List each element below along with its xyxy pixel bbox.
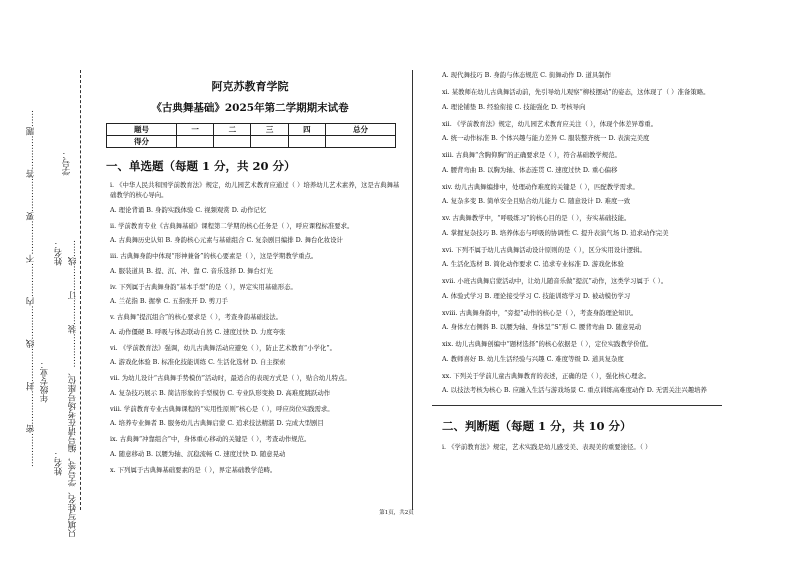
question-item: ix. 古典舞“冲靠组合”中，身体重心移动的关键是（ ），考查动作规范。 A. 随意移动 B. 以腰为轴、沉稳流畅 C. 速度过快 D. 随意晃动 [110, 435, 311, 458]
question-item: A. 现代舞技巧 B. 身韵与体态规范 C. 街舞动作 D. 道具制作 [442, 71, 612, 79]
score-table-header-row [107, 124, 396, 136]
section-separator [432, 405, 722, 406]
question-item: i. 《中华人民共和国学前教育法》规定，幼儿园艺术教育应通过（ ）培养幼儿艺术素养，这是古典舞基础教学的核心导向。 A. 理论背诵 B. 身韵实践体验 C. 视频观赏 D. 动作记忆 [110, 181, 400, 214]
name-field-label: 姓名： [54, 450, 64, 476]
question-item: xix. 幼儿古典舞创编中“题材选择”的核心依据是（ ），定位实践教学价值。 A. 教师喜好 B. 幼儿生活经验与兴趣 C. 难度等级 D. 道具复杂度 [442, 340, 653, 363]
question-item: vii. 为幼儿设计“古典舞手势模仿”活动时，最适合的表现方式是（ ），贴合幼儿特点。 A. 复杂技巧展示 B. 简洁形象的手型模仿 C. 专业队形变换 D. 高难度跳跃动作 [110, 374, 351, 397]
score-cell[interactable] [177, 136, 214, 148]
question-item: ii. 学前教育专业《古典舞基础》课程第二学期的核心任务是（ ），呼应课程标准要求。 A. 古典舞历史认知 B. 身韵核心元素与基础组合 C. 复杂剧目编排 D. 舞台化妆设计 [110, 221, 354, 244]
student-id-label: 学号： [62, 150, 72, 176]
question-item: xv. 古典舞教学中，“呼吸练习”的核心目的是（ ），夯实基础技能。 A. 掌握复杂技巧 B. 培养体态与呼吸的协调性 C. 提升表演气场 D. 追求动作完美 [442, 214, 669, 237]
question-item: xviii. 古典舞身韵中，“旁提”动作的核心是（ ），考查身韵理论知识。 A. 身体左右侧斜 B. 以腰为轴、身体呈“S”形 C. 腰背弯曲 D. 随意晃动 [442, 308, 642, 331]
score-cell: 三 [251, 124, 288, 136]
binding-margin [0, 0, 92, 561]
score-cell: 二 [214, 124, 251, 136]
question-item: viii. 学前教育专业古典舞课程的“实用性原则”核心是（ ），呼应岗位实践需求。 A. 培养专业舞者 B. 服务幼儿古典舞启蒙 C. 追求技法精湛 D. 完成大型剧目 [110, 404, 334, 427]
right-column [432, 70, 722, 457]
score-cell[interactable] [251, 136, 288, 148]
question-item: iii. 古典舞身韵中体现“形神兼备”的核心要素是（ ），这是学期教学重点。 A. 服装道具 B. 提、沉、冲、靠 C. 音乐选择 D. 舞台灯光 [110, 252, 318, 275]
section-true-false-title: 二、判断题（每题 1 分，共 10 分） [442, 419, 632, 434]
score-cell: 一 [177, 124, 214, 136]
question-item: vi. 《学前教育法》强调，幼儿古典舞活动应避免（ ），防止艺术教育“小学化”。 A. 游戏化体验 B. 标准化技能训练 C. 生活化选材 D. 自主探索 [110, 343, 336, 366]
left-column [100, 78, 400, 479]
question-item: i. 《学前教育法》规定，艺术实践是幼儿感受美、表现美的重要途径。（ ） [442, 443, 652, 452]
score-cell: 题号 [107, 124, 177, 136]
score-cell: 得分 [107, 136, 177, 148]
score-cell: 总分 [325, 124, 395, 136]
score-cell[interactable] [325, 136, 395, 148]
column-divider [412, 70, 413, 510]
binding-line [80, 70, 81, 510]
question-item: v. 古典舞“提沉组合”的核心要求是（ ），考查身韵基础技法。 A. 动作僵硬 B. 呼吸与体态联动自然 C. 速度过快 D. 力度夸张 [110, 313, 286, 336]
question-item: xiii. 古典舞“含胸仰胸”的正确要求是（ ），符合基础教学规范。 A. 腰背弯曲 B. 以胸为轴、体态连贯 C. 速度过快 D. 重心偏移 [442, 151, 621, 174]
question-item: xi. 某教师在幼儿古典舞活动前，先引导幼儿观察“柳枝摆动”的姿态，这体现了（ ）准备策略。 A. 理论铺垫 B. 经验衔接 C. 技能强化 D. 考核导向 [442, 88, 710, 111]
score-cell[interactable] [288, 136, 325, 148]
question-item: xvii. 小班古典舞启蒙活动中，让幼儿随音乐做“提沉”动作，这类学习属于（ ）。 A. 体验式学习 B. 理论接受学习 C. 技能训练学习 D. 被动模仿学习 [442, 277, 668, 300]
page-number: 第1页，共2页 [379, 510, 414, 516]
score-cell: 四 [288, 124, 325, 136]
name-field-label-2: 姓名： [54, 240, 64, 266]
question-item: xii. 《学前教育法》规定，幼儿园艺术教育应关注（ ），体现个体差异尊重。 A. 统一动作标准 B. 个体兴趣与能力差异 C. 服装整齐统一 D. 表演完美度 [442, 119, 658, 142]
seal-line-instruction: …………密…………封…………线…………内…………不…………要…………答…………题…… [26, 110, 36, 467]
major-field-label: 年级专业： [40, 360, 50, 403]
question-item: xvi. 下列不属于幼儿古典舞活动设计原则的是（ ），区分实用设计逻辑。 A. 生活化选材 B. 简化动作要求 C. 追求专业标准 D. 游戏化体验 [442, 245, 646, 268]
score-table-score-row [107, 136, 396, 148]
score-cell[interactable] [214, 136, 251, 148]
question-item: xiv. 幼儿古典舞编排中，处理动作难度的关键是（ ），匹配教学需求。 A. 复杂多变 B. 简单安全且贴合幼儿能力 C. 随意设计 D. 难度一致 [442, 182, 639, 205]
score-table [106, 123, 396, 148]
question-item: x. 下列属于古典舞基础要素的是（ ），界定基础教学范畴。 [110, 465, 277, 474]
school-name: 阿克苏教育学院 [211, 80, 289, 93]
binding-instruction: 只填写姓名、学号等，编号请在考场号座位、…………装………订………线…… [68, 240, 78, 538]
section-single-choice-title: 一、单选题（每题 1 分，共 20 分） [106, 159, 296, 173]
question-item: iv. 下列属于古典舞身韵“基本手型”的是（ ），界定实用基础形态。 A. 兰花指 B. 握拳 C. 五指张开 D. 剪刀手 [110, 282, 297, 305]
exam-title: 《古典舞基础》2025年第二学期期末试卷 [151, 102, 349, 114]
question-item: xx. 下列关于学前儿童古典舞教育的表述，正确的是（ ），强化核心理念。 A. 以技法考核为核心 B. 应融入生活与游戏场景 C. 重点训练高难度动作 D. 无需关注兴趣培养 [442, 371, 707, 394]
